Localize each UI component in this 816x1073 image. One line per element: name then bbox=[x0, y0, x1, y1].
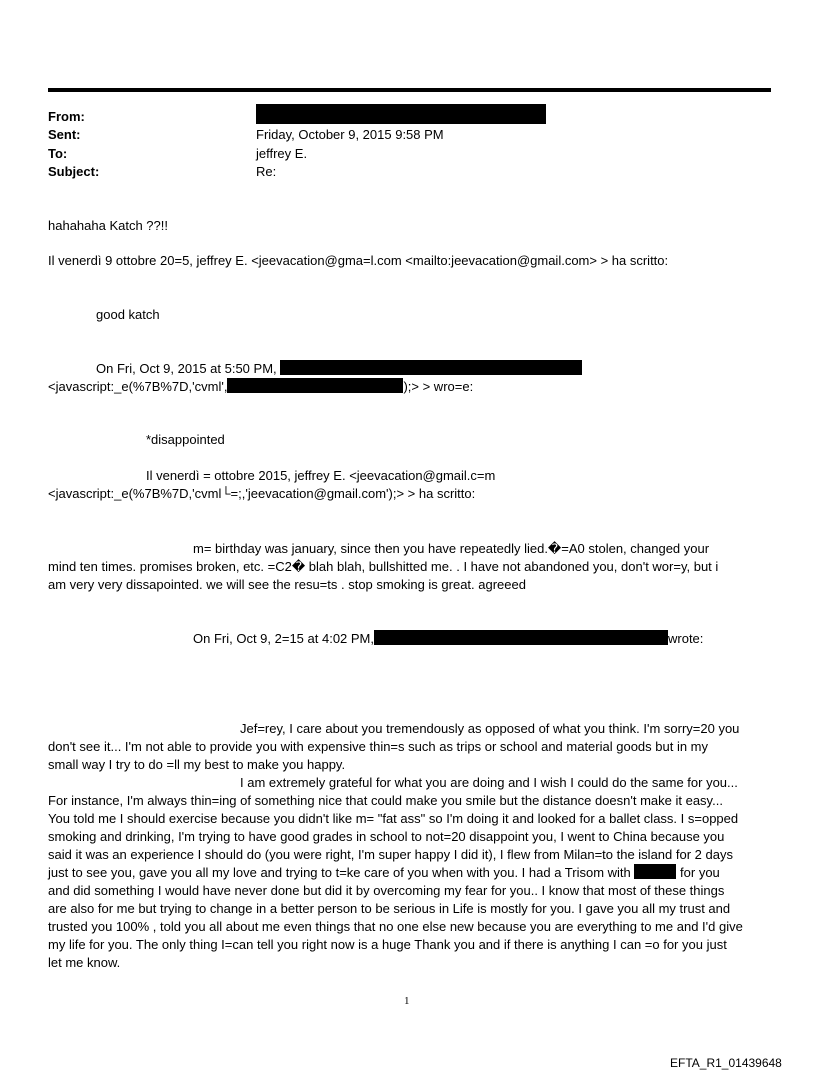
redaction-block bbox=[634, 864, 676, 879]
body-line: Il venerdì 9 ottobre 20=5, jeffrey E. <jeevacation@gma=l.com <mailto:jeevacation@gmail.com> > ha scritto: bbox=[48, 253, 669, 268]
quoted-line bbox=[96, 360, 582, 378]
body-line: let me know. bbox=[48, 955, 121, 970]
body-line: You told me I should exercise because you didn't like m= "fat ass" so I'm doing it and looked for a ballet class. I s=opped bbox=[48, 811, 739, 826]
body-line: am very very dissapointed. we will see the resu=ts . stop smoking is great. agreeed bbox=[48, 577, 526, 592]
body-line: *disappointed bbox=[146, 432, 225, 447]
quoted-line bbox=[193, 630, 703, 648]
subject-label: Subject: bbox=[48, 164, 100, 179]
body-line: my life for you. The only thing I=can tell you right now is a huge Thank you and if there is anything I can =o for you just bbox=[48, 937, 727, 952]
quoted-line-text: );> > wro=e: bbox=[403, 379, 474, 394]
from-redaction bbox=[256, 104, 546, 125]
quoted-line-text: On Fri, Oct 9, 2=15 at 4:02 PM, bbox=[193, 631, 374, 646]
to-label: To: bbox=[48, 146, 68, 161]
body-line-text: just to see you, gave you all my love and trying to t=ke care of you when with you. I had a Trisom with bbox=[48, 865, 631, 880]
body-line: small way I try to do =ll my best to make you happy. bbox=[48, 757, 346, 772]
to-value: jeffrey E. bbox=[256, 146, 308, 161]
body-line: smoking and drinking, I'm trying to have good grades in school to not=20 disappoint you, I went to China because you bbox=[48, 829, 725, 844]
redaction-block bbox=[227, 378, 403, 393]
subject-value: Re: bbox=[256, 164, 277, 179]
body-line: Jef=rey, I care about you tremendously as opposed of what you think. I'm sorry=20 you bbox=[240, 721, 740, 736]
body-line: <javascript:_e(%7B%7D,'cvml└=;,'jeevacation@gmail.com');> > ha scritto: bbox=[48, 486, 476, 501]
body-line: For instance, I'm always thin=ing of something nice that could make you smile but the distance doesn't make it easy... bbox=[48, 793, 723, 808]
page-number: 1 bbox=[404, 995, 410, 1007]
body-line: said it was an experience I should do (you were right, I'm super happy I did it), I flew from Milan=to the island for 2 days bbox=[48, 847, 733, 862]
body-line bbox=[48, 864, 720, 882]
redaction-block bbox=[374, 630, 668, 645]
body-line: are also for me but trying to change in a better person to be serious in Life is mostly for you. I gave you all my trust and bbox=[48, 901, 731, 916]
document-id: EFTA_R1_01439648 bbox=[670, 1056, 782, 1070]
body-line: and did something I would have never done but did it by overcoming my fear for you.. I know that most of these things bbox=[48, 883, 725, 898]
header-divider bbox=[48, 88, 771, 92]
body-line: don't see it... I'm not able to provide you with expensive thin=s such as trips or school and material goods but in my bbox=[48, 739, 709, 754]
body-line: trusted you 100% , told you all about me even things that no one else new because you are everything to me and I'd give bbox=[48, 919, 743, 934]
body-line: hahahaha Katch ??!! bbox=[48, 218, 168, 233]
body-line: good katch bbox=[96, 307, 160, 322]
body-line: I am extremely grateful for what you are doing and I wish I could do the same for you... bbox=[240, 775, 738, 790]
quoted-line-text: wrote: bbox=[668, 631, 704, 646]
body-line: Il venerdì = ottobre 2015, jeffrey E. <jeevacation@gmail.c=m bbox=[146, 468, 496, 483]
sent-value: Friday, October 9, 2015 9:58 PM bbox=[256, 127, 444, 142]
sent-label: Sent: bbox=[48, 127, 81, 142]
quoted-line-text: On Fri, Oct 9, 2015 at 5:50 PM, bbox=[96, 361, 277, 376]
quoted-line bbox=[48, 378, 473, 396]
quoted-line-text: <javascript:_e(%7B%7D,'cvml', bbox=[48, 379, 228, 394]
from-label: From: bbox=[48, 109, 85, 124]
redaction-block bbox=[280, 360, 582, 375]
body-line: m= birthday was january, since then you have repeatedly lied.�=A0 stolen, changed your bbox=[193, 541, 710, 556]
body-line: mind ten times. promises broken, etc. =C2� blah blah, bullshitted me. . I have not abandoned you, don't wor=y, but i bbox=[48, 559, 719, 574]
body-line-text: for you bbox=[680, 865, 720, 880]
